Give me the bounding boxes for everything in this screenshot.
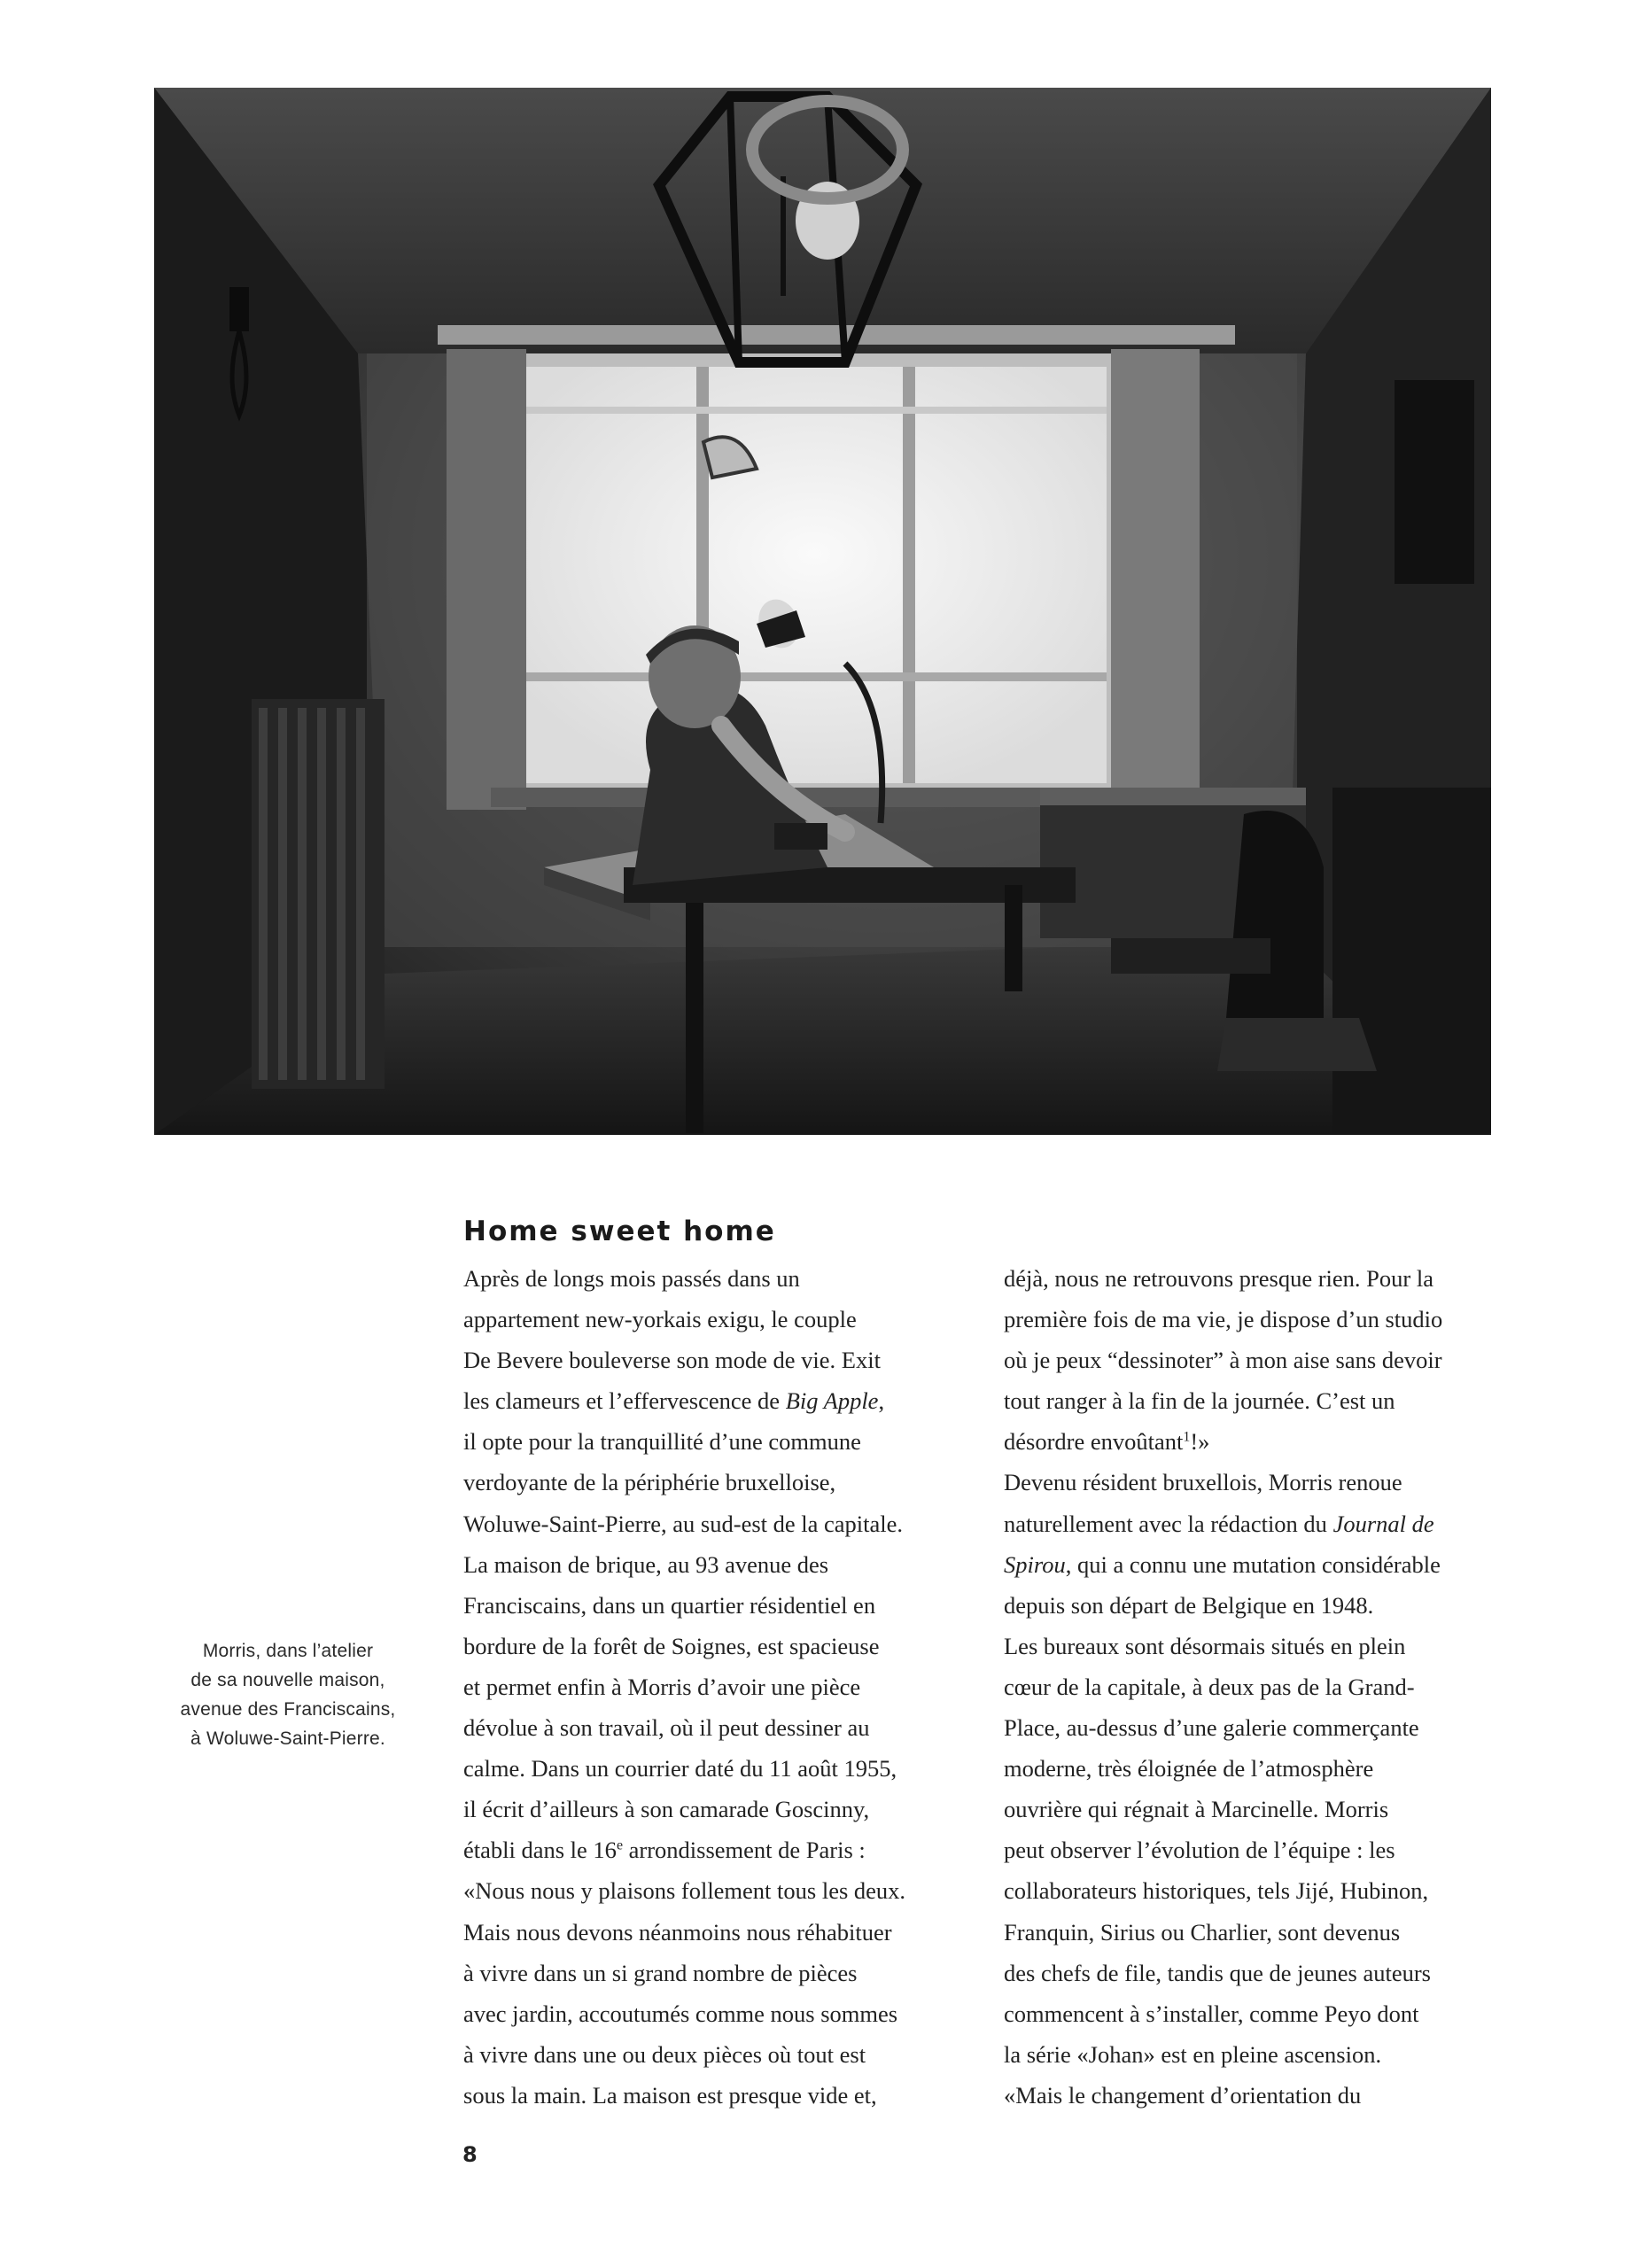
text-line: Woluwe-Saint-Pierre, au sud-est de la capitale. <box>463 1510 904 1537</box>
article-column-left <box>463 1258 977 2116</box>
text-line: Après de longs mois passés dans un <box>463 1265 800 1292</box>
text-line: «Nous nous y plaisons follement tous les deux. <box>463 1877 906 1905</box>
text-line: moderne, très éloignée de l’atmosphère <box>1004 1755 1374 1783</box>
text-line: Franquin, Sirius ou Charlier, sont devenus <box>1004 1918 1401 1946</box>
text-run: , qui a connu une mutation considérable <box>1065 1550 1441 1578</box>
caption-line: à Woluwe-Saint-Pierre. <box>190 1728 385 1749</box>
text-line <box>463 1829 977 1870</box>
text-run: , <box>878 1387 885 1415</box>
caption-line: de sa nouvelle maison, <box>190 1670 385 1690</box>
text-line: ouvrière qui régnait à Marcinelle. Morris <box>1004 1796 1389 1823</box>
italic-title: Spirou <box>1004 1550 1066 1578</box>
text-line: De Bevere bouleverse son mode de vie. Exit <box>463 1347 881 1374</box>
text-line: Les bureaux sont désormais situés en plein <box>1004 1632 1406 1659</box>
text-line: verdoyante de la périphérie bruxelloise, <box>463 1469 836 1496</box>
studio-photo <box>154 88 1491 1135</box>
text-run: arrondissement de Paris : <box>623 1837 866 1864</box>
text-line: la série «Johan» est en pleine ascension. <box>1004 2040 1382 2068</box>
text-line: depuis son départ de Belgique en 1948. <box>1004 1591 1374 1619</box>
text-line: Franciscains, dans un quartier résidentiel en <box>463 1591 876 1619</box>
text-line <box>1004 1503 1500 1544</box>
text-line: il écrit d’ailleurs à son camarade Goscinny, <box>463 1796 870 1823</box>
text-line: commencent à s’installer, comme Peyo dont <box>1004 2000 1419 2027</box>
text-line: déjà, nous ne retrouvons presque rien. Pour la <box>1004 1265 1433 1292</box>
text-line: calme. Dans un courrier daté du 11 août 1955, <box>463 1755 897 1783</box>
text-line: La maison de brique, au 93 avenue des <box>463 1550 829 1578</box>
text-run: désordre envoûtant <box>1004 1428 1184 1456</box>
text-line <box>1004 1421 1500 1462</box>
text-line: des chefs de file, tandis que de jeunes auteurs <box>1004 1959 1431 1986</box>
superscript: e <box>616 1837 623 1853</box>
text-run: établi dans le 16 <box>463 1837 617 1864</box>
text-line: Devenu résident bruxellois, Morris renoue <box>1004 1469 1402 1496</box>
italic-title: Big Apple <box>785 1387 879 1415</box>
text-line: à vivre dans une ou deux pièces où tout est <box>463 2040 866 2068</box>
text-line: «Mais le changement d’orientation du <box>1004 2081 1362 2109</box>
italic-title: Journal de <box>1332 1510 1434 1537</box>
text-line: cœur de la capitale, à deux pas de la Grand- <box>1004 1673 1415 1700</box>
photo-caption <box>173 1636 403 1753</box>
text-run: les clameurs et l’effervescence de <box>463 1387 786 1415</box>
text-line: Place, au-dessus d’une galerie commerçante <box>1004 1714 1419 1742</box>
text-line <box>463 1380 977 1421</box>
text-run: naturellement avec la rédaction du <box>1004 1510 1333 1537</box>
caption-line: Morris, dans l’atelier <box>202 1641 374 1661</box>
text-line: à vivre dans un si grand nombre de pièces <box>463 1959 858 1986</box>
section-heading: Home sweet home <box>463 1216 776 1247</box>
text-line: appartement new-yorkais exigu, le couple <box>463 1306 857 1333</box>
text-line: bordure de la forêt de Soignes, est spacieuse <box>463 1632 880 1659</box>
article-column-right <box>1004 1258 1500 2116</box>
text-line: et permet enfin à Morris d’avoir une pièce <box>463 1673 861 1700</box>
text-line: avec jardin, accoutumés comme nous sommes <box>463 2000 898 2027</box>
text-line: collaborateurs historiques, tels Jijé, Hubinon, <box>1004 1877 1429 1905</box>
text-line <box>1004 1544 1500 1585</box>
text-line: il opte pour la tranquillité d’une commune <box>463 1428 861 1456</box>
page-number: 8 <box>462 2142 478 2167</box>
studio-photo-image <box>154 88 1491 1135</box>
text-line: dévolue à son travail, où il peut dessiner au <box>463 1714 870 1742</box>
text-line: Mais nous devons néanmoins nous réhabituer <box>463 1918 892 1946</box>
caption-line: avenue des Franciscains, <box>180 1699 396 1720</box>
text-line: où je peux “dessinoter” à mon aise sans devoir <box>1004 1347 1442 1374</box>
text-line: tout ranger à la fin de la journée. C’est un <box>1004 1387 1395 1415</box>
text-line: sous la main. La maison est presque vide et, <box>463 2081 877 2109</box>
footnote-marker: 1 <box>1183 1429 1191 1445</box>
text-line: première fois de ma vie, je dispose d’un studio <box>1004 1306 1443 1333</box>
text-run: !» <box>1190 1428 1210 1456</box>
text-line: peut observer l’évolution de l’équipe : les <box>1004 1837 1395 1864</box>
